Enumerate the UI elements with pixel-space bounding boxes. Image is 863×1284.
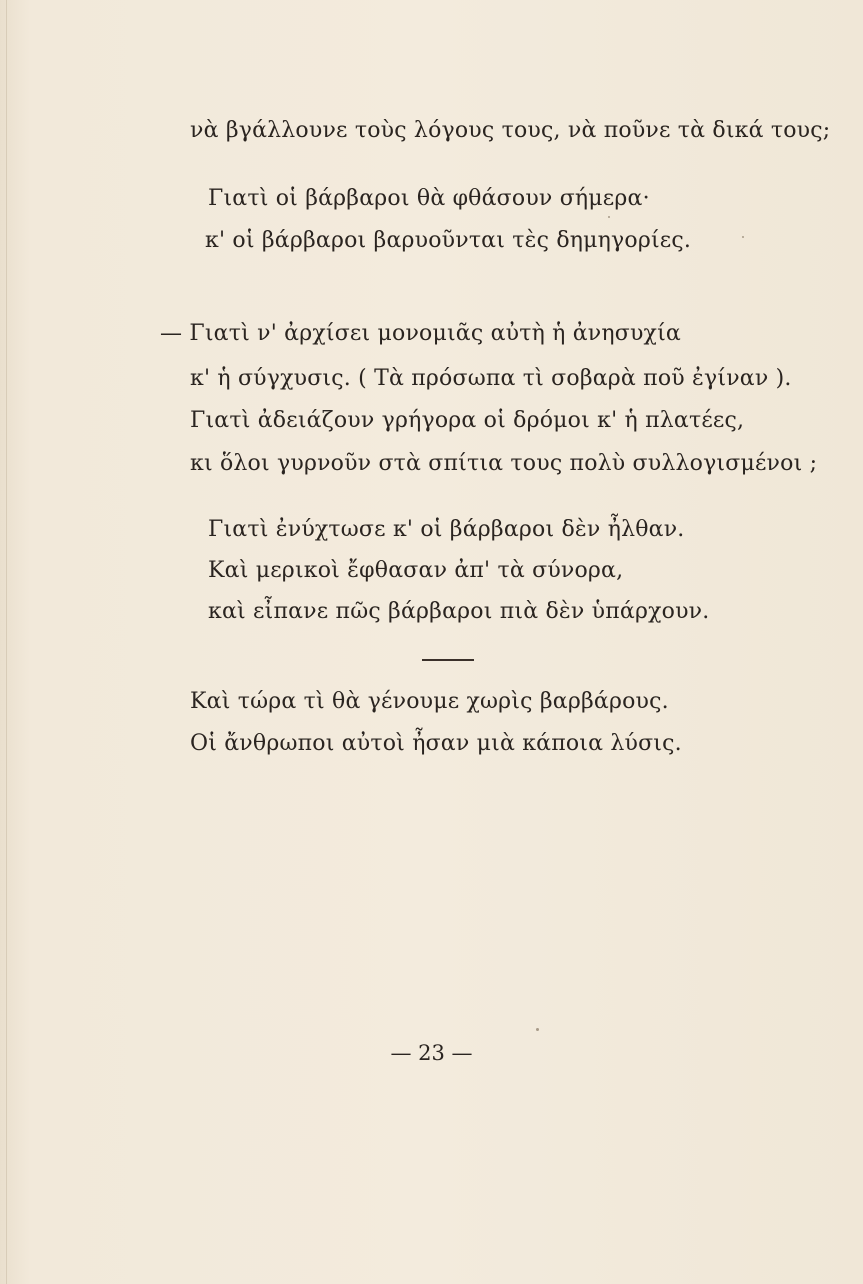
poem-line: Καὶ μερικοὶ ἔφθασαν ἀπ' τὰ σύνορα, xyxy=(208,558,624,583)
poem-line: κ' ἡ σύγχυσις. ( Τὰ πρόσωπα τὶ σοβαρὰ ποῦ ἐγίναν ). xyxy=(190,366,792,391)
poem-line: κ' οἱ βάρβαροι βαρυοῦνται τὲς δημηγορίες. xyxy=(205,228,692,253)
poem-line: καὶ εἶπανε πῶς βάρβαροι πιὰ δὲν ὑπάρχουν. xyxy=(208,599,710,624)
paper-speck xyxy=(536,1028,539,1031)
section-rule xyxy=(422,659,474,661)
poem-line: Γιατὶ οἱ βάρβαροι θὰ φθάσουν σήμερα· xyxy=(208,186,650,211)
binding-edge xyxy=(6,0,7,1284)
poem-line: Οἱ ἄνθρωποι αὐτοὶ ἦσαν μιὰ κάποια λύσις. xyxy=(190,731,682,756)
poem-line: — Γιατὶ ν' ἀρχίσει μονομιᾶς αὐτὴ ἡ ἀνησυχία xyxy=(160,321,681,346)
poem-line: Γιατὶ ἐνύχτωσε κ' οἱ βάρβαροι δὲν ἦλθαν. xyxy=(208,517,685,542)
poem-line: κι ὅλοι γυρνοῦν στὰ σπίτια τους πολὺ συλλογισμένοι ; xyxy=(190,451,818,476)
poem-line: νὰ βγάλλουνε τοὺς λόγους τους, νὰ ποῦνε τὰ δικά τους; xyxy=(190,118,831,143)
page-number: — 23 — xyxy=(390,1041,473,1065)
paper-speck xyxy=(608,216,610,218)
paper-speck xyxy=(742,236,744,238)
poem-line: Γιατὶ ἀδειάζουν γρήγορα οἱ δρόμοι κ' ἡ πλατέες, xyxy=(190,408,745,433)
poem-line: Καὶ τώρα τὶ θὰ γένουμε χωρὶς βαρβάρους. xyxy=(190,689,669,714)
